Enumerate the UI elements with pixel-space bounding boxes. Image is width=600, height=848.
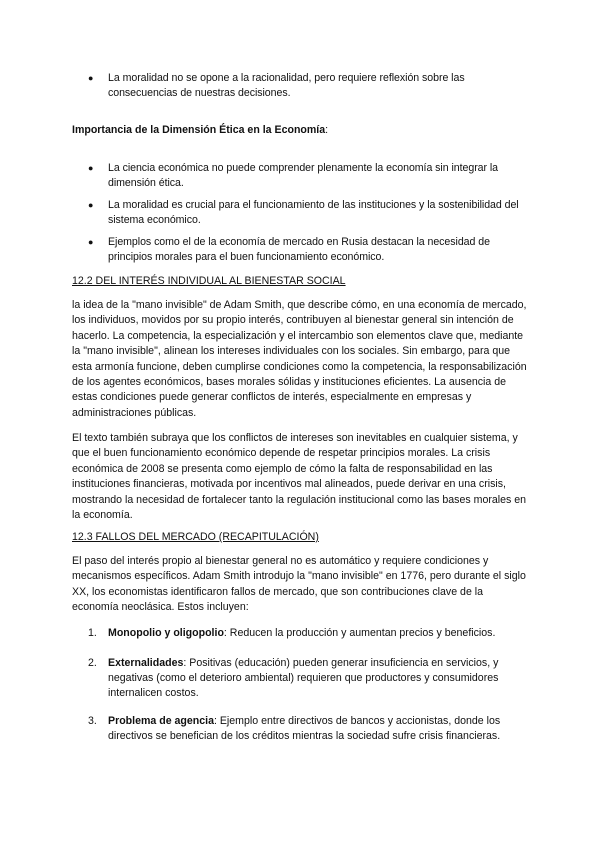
item-number: 2. — [88, 657, 97, 669]
list-item-text: Ejemplos como el de la economía de mercado en Rusia destacan la necesidad de principios morales para el buen funcionamiento económico. — [108, 236, 490, 263]
paragraph: El texto también subraya que los conflictos de intereses son inevitables en cualquier sistema, y que el buen funcionamiento económico depende de respetar principios morales. La crisis económica de 2008 se presenta como ejemplo de cómo la falta de responsabilidad en las instituciones financieras, motivada por incentivos mal alineados, puede derivar en una crisis, mostrando la necesidad de fortalecer tanto la regulación institucional como las bases morales en la economía. — [72, 432, 527, 522]
list-item-text: La moralidad no se opone a la racionalidad, pero requiere reflexión sobre las consecuencias de nuestras decisiones. — [108, 72, 465, 99]
item-number: 1. — [88, 627, 97, 639]
bullet-icon: ● — [88, 200, 94, 210]
item-term: Problema de agencia — [108, 715, 214, 727]
item-description: : Ejemplo entre directivos de bancos y accionistas, donde los directivos se benefician de los créditos mientras la sociedad sufre crisis financieras. — [108, 715, 501, 742]
importance-heading — [72, 123, 328, 138]
item-description: : Reducen la producción y aumentan precios y beneficios. — [223, 627, 496, 639]
item-number: 3. — [88, 715, 97, 727]
importance-heading-title: Importancia de la Dimensión Ética en la Economía — [72, 124, 326, 136]
importance-heading-suffix: : — [325, 124, 329, 136]
item-term: Monopolio y oligopolio — [108, 627, 224, 639]
list-item-text: La moralidad es crucial para el funcionamiento de las instituciones y la sostenibilidad del sistema económico. — [108, 199, 519, 226]
bullet-icon: ● — [88, 73, 94, 83]
paragraph: El paso del interés propio al bienestar general no es automático y requiere condiciones y mecanismos específicos. Adam Smith introdujo la "mano invisible" en 1776, pero durante el siglo XX, los economistas identificaron fallos de mercado, que son contribuciones clave de la economía neoclásica. Estos incluyen: — [72, 555, 526, 614]
section-title-12-3: 12.3 FALLOS DEL MERCADO (RECAPITULACIÓN) — [72, 531, 319, 543]
item-text — [108, 626, 528, 641]
list-item-text: La ciencia económica no puede comprender plenamente la economía sin integrar la dimensión ética. — [108, 162, 499, 189]
item-description: : Positivas (educación) pueden generar insuficiencia en servicios, y negativas (como el deterioro ambiental) requieren que productores y consumidores internalicen costos. — [108, 657, 499, 699]
bullet-icon: ● — [88, 237, 94, 247]
paragraph: la idea de la "mano invisible" de Adam Smith, que describe cómo, en una economía de mercado, los individuos, movidos por su propio interés, contribuyen al bienestar general sin intención de hacerlo. La competencia, la especialización y el intercambio son elementos clave que, mediante la "mano invisible", alinean los intereses individuales con los sociales. Sin embargo, para que esta armonía funcione, deben cumplirse condiciones como la competencia, la responsabilización de los agentes económicos, bases morales sólidas y instituciones eficientes. La ausencia de estas condiciones puede generar conflictos de interés, especialmente en empresas y administraciones públicas. — [72, 299, 527, 419]
item-term: Externalidades — [108, 657, 184, 669]
item-text — [108, 656, 528, 701]
bullet-icon: ● — [88, 163, 94, 173]
item-text — [108, 714, 528, 744]
section-title-12-2: 12.2 DEL INTERÉS INDIVIDUAL AL BIENESTAR SOCIAL — [72, 275, 346, 287]
